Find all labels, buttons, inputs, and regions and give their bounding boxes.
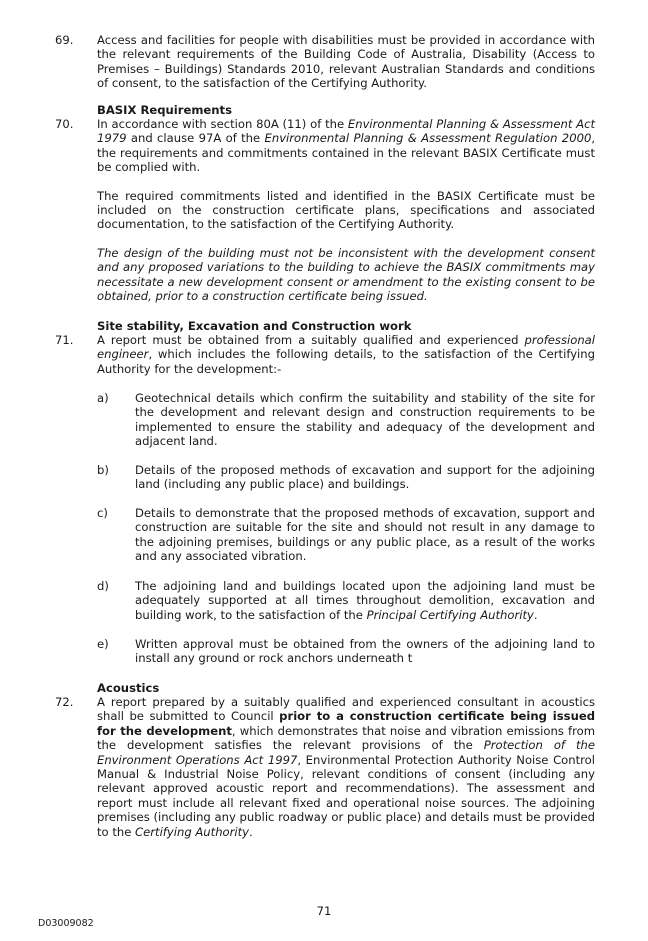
condition-70 [55, 117, 595, 303]
basix-paragraph-3: The design of the building must not be inconsistent with the development consent and any proposed variations to the building to achieve the BASIX commitments may necessitate a new development consent or amendment to the existing consent to be obtained, prior to a construction certificate being issued. [97, 245, 595, 304]
list-text: The adjoining land and buildings located upon the adjoining land must be adequately supported at all times throughout demolition, excavation and building work, to the satisfaction of the Principal Certifying Authority. [135, 579, 595, 622]
condition-intro: A report must be obtained from a suitably qualified and experienced professional engineer, which includes the following details, to the satisfaction of the Certifying Authority for the development:- [97, 333, 595, 376]
condition-text: A report prepared by a suitably qualified and experienced consultant in acoustics shall be submitted to Council prior to a construction certificate being issued for the development, which demonstrates that noise and vibration emissions from the development satisfies the relevant provisions of the Protection of the Environment Operations Act 1997, Environmental Protection Authority Noise Control Manual & Industrial Noise Policy, relevant conditions of consent (including any relevant approved acoustic report and recommendations). The assessment and report must include all relevant fixed and operational noise sources. The adjoining premises (including any public roadway or public place) and details must be provided to the Certifying Authority. [97, 695, 596, 839]
condition-text: Access and facilities for people with disabilities must be provided in accordance with the relevant requirements of the Building Code of Australia, Disability (Access to Premises – Buildings) Standards 2010, relevant Australian Standards and conditions of consent, to the satisfaction of the Certifying Authority. [97, 33, 595, 91]
condition-number: 72. [55, 695, 74, 709]
list-item-e [97, 637, 595, 666]
list-label: a) [97, 391, 109, 405]
section-heading-basix: BASIX Requirements [97, 103, 232, 117]
condition-69 [55, 33, 595, 91]
list-item-a [97, 391, 595, 449]
list-text: Geotechnical details which confirm the suitability and stability of the site for the development and relevant design and construction requirements to be implemented to ensure the stability and adequacy of the development and adjacent land. [135, 391, 595, 449]
list-label: d) [97, 579, 109, 593]
list-label: e) [97, 637, 109, 651]
list-item-d [97, 579, 595, 622]
section-heading-acoustics: Acoustics [97, 681, 160, 695]
condition-number: 69. [55, 33, 74, 47]
list-item-c [97, 506, 595, 564]
condition-72 [55, 695, 595, 839]
document-id: D03009082 [38, 918, 94, 929]
condition-number: 71. [55, 333, 74, 347]
list-label: c) [97, 506, 108, 520]
condition-71 [55, 333, 595, 376]
list-text: Details to demonstrate that the proposed methods of excavation, support and construction are suitable for the site and should not result in any damage to the adjoining premises, buildings or any public place, as a result of the works and any associated vibration. [135, 506, 595, 564]
basix-paragraph-2: The required commitments listed and identified in the BASIX Certificate must be included on the construction certificate plans, specifications and associated documentation, to the satisfaction of the Certifying Authority. [97, 188, 595, 232]
list-label: b) [97, 463, 109, 477]
condition-body [97, 117, 595, 303]
basix-paragraph-1: In accordance with section 80A (11) of the Environmental Planning & Assessment Act 1979 and clause 97A of the Environmental Planning & Assessment Regulation 2000, the requirements and commitments contained in the relevant BASIX Certificate must be complied with. [97, 117, 596, 175]
list-item-b [97, 463, 595, 492]
section-heading-site-stability: Site stability, Excavation and Construction work [97, 319, 412, 333]
list-text: Written approval must be obtained from the owners of the adjoining land to install any ground or rock anchors underneath t [135, 637, 595, 666]
page-number: 71 [316, 904, 332, 918]
list-text: Details of the proposed methods of excavation and support for the adjoining land (including any public place) and buildings. [135, 463, 595, 492]
condition-number: 70. [55, 117, 74, 131]
